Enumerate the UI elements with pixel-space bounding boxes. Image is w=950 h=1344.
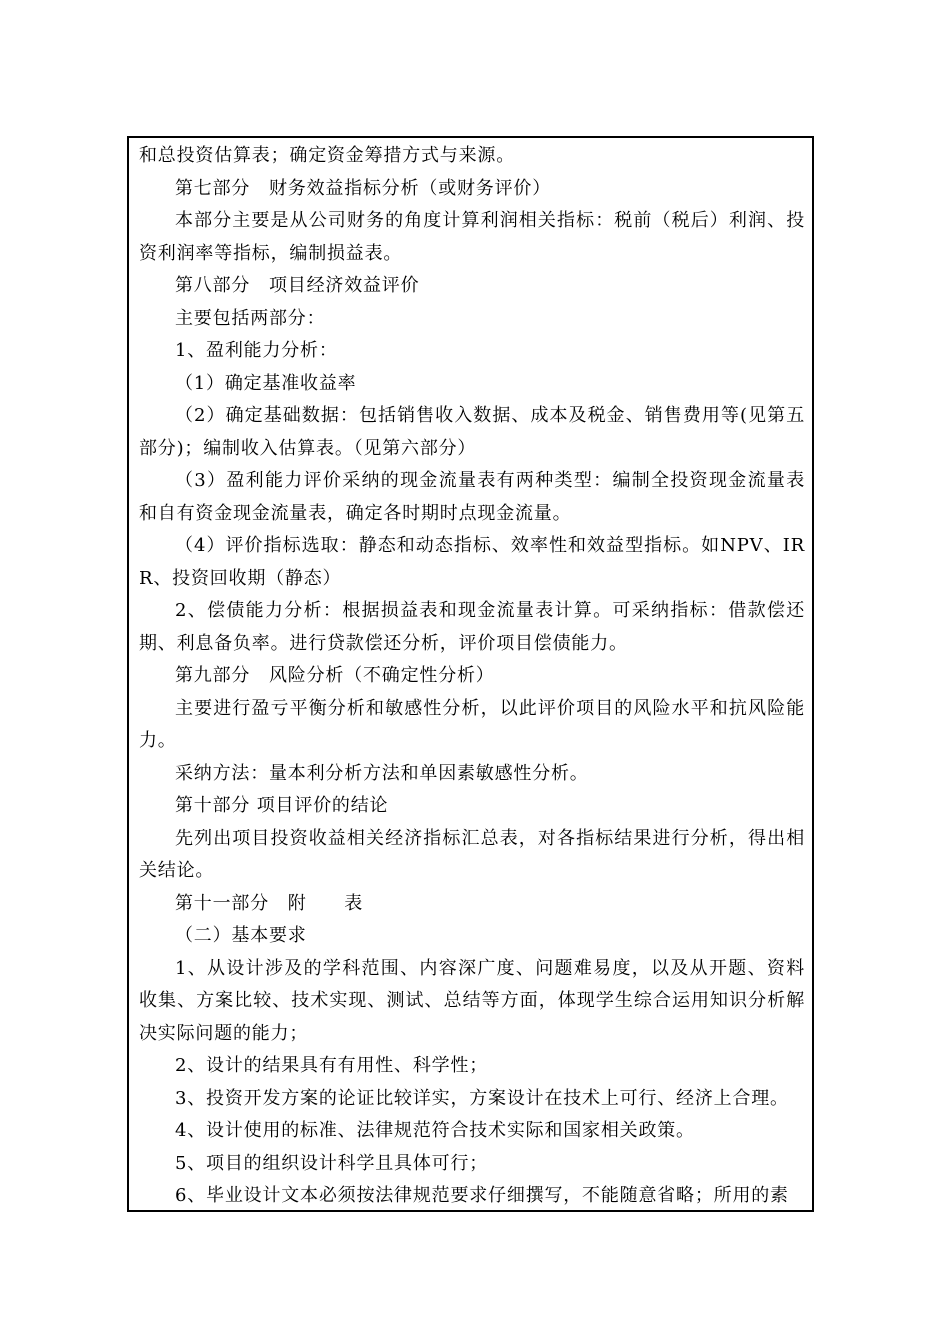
paragraph-part9-method: 采纳方法：量本利分析方法和单因素敏感性分析。 [175, 762, 589, 784]
requirement-item-2: 2、设计的结果具有有用性、科学性； [175, 1055, 489, 1076]
list-item-sub-4: （4）评价指标选取：静态和动态指标、效率性和效益型指标。如NPV、IRR、投资回收期（静态） [139, 535, 805, 589]
requirement-item-5: 5、项目的组织设计科学且具体可行； [175, 1152, 489, 1174]
requirement-item-3: 3、投资开发方案的论证比较详实，方案设计在技术上可行、经济上合理。 [175, 1087, 789, 1109]
section-heading-part7: 第七部分 财务效益指标分析（或财务评价） [175, 177, 551, 199]
paragraph-part10-body: 先列出项目投资收益相关经济指标汇总表，对各指标结果进行分析，得出相关结论。 [139, 827, 805, 881]
list-item-sub-2: （2）确定基础数据：包括销售收入数据、成本及税金、销售费用等(见第五部分)；编制收入估算表。（见第六部分） [139, 405, 805, 459]
requirement-item-4: 4、设计使用的标准、法律规范符合技术实际和国家相关政策。 [175, 1120, 695, 1141]
section-heading-part11: 第十一部分 附 表 [175, 892, 363, 914]
list-item-solvency: 2、偿债能力分析：根据损益表和现金流量表计算。可采纳指标：借款偿还期、利息备负率。进行贷款偿还分析，评价项目偿债能力。 [139, 600, 805, 654]
list-item-sub-3: （3）盈利能力评价采纳的现金流量表有两种类型：编制全投资现金流量表和自有资金现金流量表，确定各时期时点现金流量。 [139, 470, 805, 524]
paragraph-part9-body: 主要进行盈亏平衡分析和敏感性分析，以此评价项目的风险水平和抗风险能力。 [139, 697, 805, 751]
section-heading-part9: 第九部分 风险分析（不确定性分析） [175, 665, 495, 686]
list-item-profitability: 1、盈利能力分析： [175, 340, 338, 361]
section-heading-part10: 第十部分 项目评价的结论 [175, 795, 389, 816]
requirement-item-1: 1、从设计涉及的学科范围、内容深广度、问题难易度，以及从开题、资料收集、方案比较、技术实现、测试、总结等方面，体现学生综合运用知识分析解决实际问题的能力； [139, 957, 805, 1044]
list-item-sub-1: （1）确定基准收益率 [175, 372, 357, 394]
paragraph-part7-body: 本部分主要是从公司财务的角度计算利润相关指标：税前（税后）利润、投资利润率等指标，编制损益表。 [139, 210, 805, 264]
document-body [139, 140, 805, 1212]
table-cell-frame [127, 136, 814, 1212]
section-heading-part8: 第八部分 项目经济效益评价 [175, 275, 420, 296]
requirement-item-6: 6、毕业设计文本必须按法律规范要求仔细撰写，不能随意省略；所用的素 [175, 1185, 789, 1206]
paragraph-continuation: 和总投资估算表；确定资金筹措方式与来源。 [139, 145, 515, 166]
paragraph-part8-intro: 主要包括两部分： [175, 307, 326, 329]
section-heading-requirements: （二）基本要求 [175, 925, 307, 946]
